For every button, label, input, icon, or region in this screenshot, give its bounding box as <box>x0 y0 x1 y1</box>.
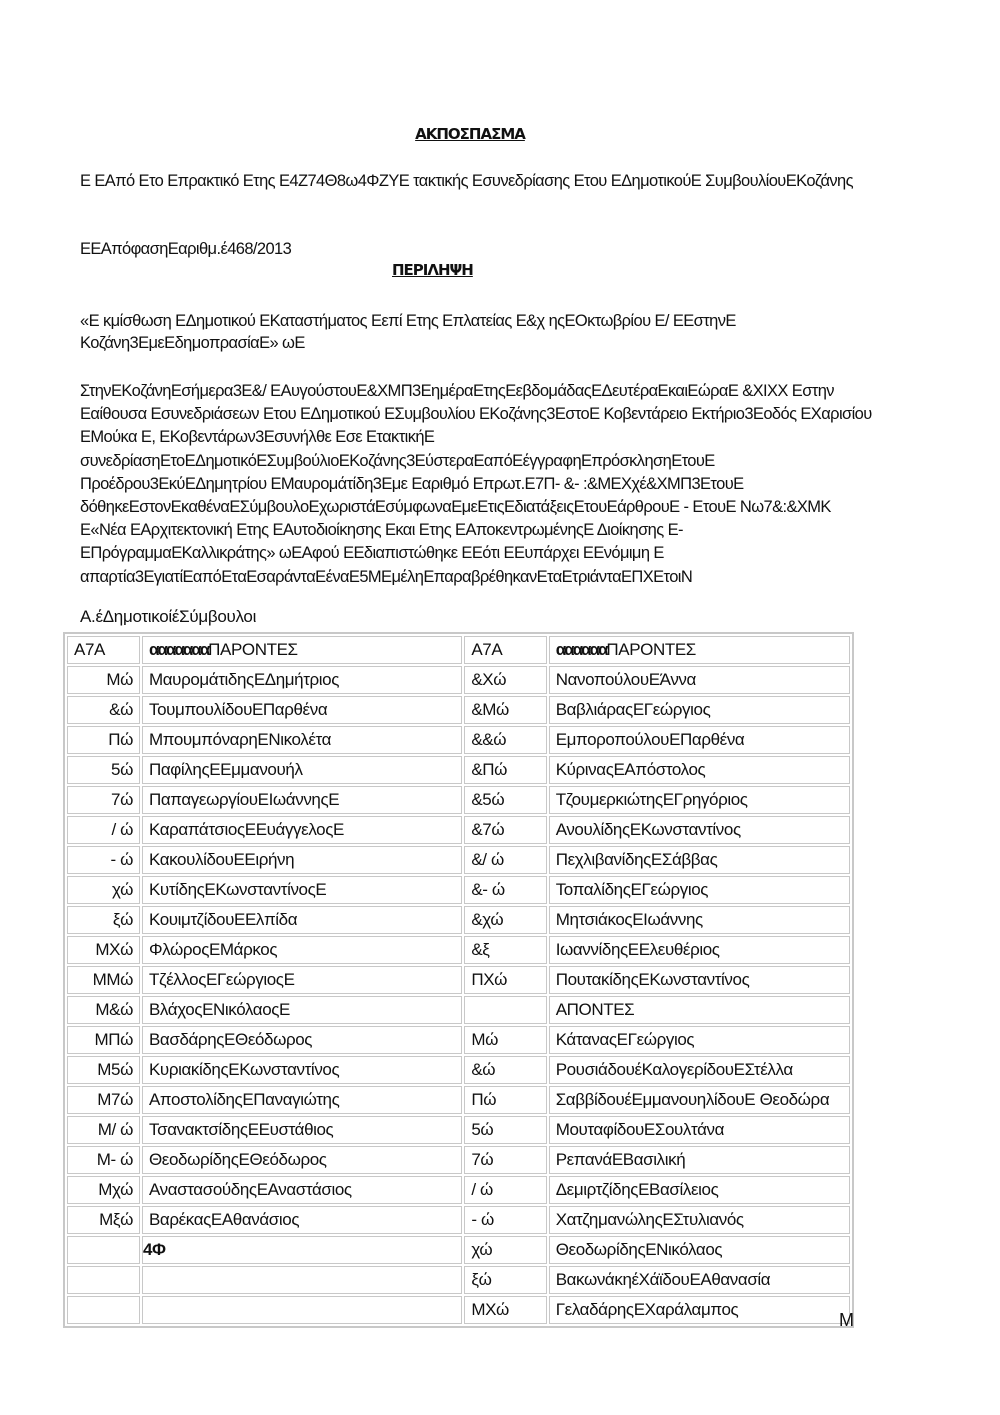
member-name-right: ΓελαδάρηςΕΧαράλαμπος <box>549 1296 850 1324</box>
header-label-right: ΠΑΡΟΝΤΕΣ <box>606 640 696 659</box>
row-number-left <box>67 1296 140 1324</box>
row-number-left: Μ/ ώ <box>67 1116 140 1144</box>
row-number-right: Μώ <box>464 1026 546 1054</box>
row-number-left: χώ <box>67 876 140 904</box>
decision-number: ΕΕΑπόφασηΕαριθμ.έ468/2013 <box>80 240 292 258</box>
row-number-left: &ώ <box>67 696 140 724</box>
table-row <box>67 846 850 874</box>
table-row <box>67 1236 850 1264</box>
member-name-left: ΜπουμπόναρηΕΝικολέτα <box>142 726 462 754</box>
subject-paragraph: «Ε κμίσθωση ΕΔημοτικού ΕΚαταστήματος Εεπί Ετης Επλατείας Ε&χ ηςΕΟκτωβρίου Ε/ ΕΕστηνΕ Κοζάνη3ΕμεΕδημοπρασίαΕ» ωΕ <box>80 312 736 352</box>
member-name-right: ΙωαννίδηςΕΕλευθέριος <box>549 936 850 964</box>
row-number-right: / ώ <box>464 1176 546 1204</box>
table-row <box>67 816 850 844</box>
member-name-left: ΠαφίληςΕΕμμανουήλ <box>142 756 462 784</box>
member-name-left: ΚυριακίδηςΕΚωνσταντίνος <box>142 1056 462 1084</box>
row-number-right: &&ώ <box>464 726 546 754</box>
row-number-left: Μ7ώ <box>67 1086 140 1114</box>
table-row <box>67 1206 850 1234</box>
member-name-right: ΧατζημανώληςΕΣτυλιανός <box>549 1206 850 1234</box>
row-number-right: &- ώ <box>464 876 546 904</box>
table-row <box>67 786 850 814</box>
member-name-right: ΒαβλιάραςΕΓεώργιος <box>549 696 850 724</box>
member-name-right: ΤζουμερκιώτηςΕΓρηγόριος <box>549 786 850 814</box>
member-name-right: ΜητσιάκοςΕΙωάννης <box>549 906 850 934</box>
member-name-left: ΤσανακτσίδηςΕΕυστάθιος <box>142 1116 462 1144</box>
summary-heading: ΠΕΡΙΛΗΨΗ <box>392 261 473 279</box>
row-number-right: &ώ <box>464 1056 546 1084</box>
row-number-right: &5ώ <box>464 786 546 814</box>
table-row <box>67 666 850 694</box>
row-number-right: 7ώ <box>464 1146 546 1174</box>
table-row <box>67 906 850 934</box>
table-row <box>67 1086 850 1114</box>
intro-paragraph: Ε ΕΑπό Ετο Επρακτικό Ετης Ε4Ζ74Θ8ω4ΦΖΥΕ τακτικής Εσυνεδρίασης Ετου ΕΔημοτικούΕ ΣυμβουλίουΕΚοζάνης <box>80 172 853 190</box>
member-name-right: ΡεπανάΕΒασιλική <box>549 1146 850 1174</box>
row-number-right: - ώ <box>464 1206 546 1234</box>
page-number: Μ <box>839 1310 854 1330</box>
row-number-right: ΜΧώ <box>464 1296 546 1324</box>
header-present-right <box>549 636 850 664</box>
table-row <box>67 1026 850 1054</box>
member-name-left: ΚακουλίδουΕΕιρήνη <box>142 846 462 874</box>
table-row <box>67 1146 850 1174</box>
table-row <box>67 1266 850 1294</box>
row-number-right: &χώ <box>464 906 546 934</box>
row-number-right: &ξ <box>464 936 546 964</box>
member-name-right: ΠουτακίδηςΕΚωνσταντίνος <box>549 966 850 994</box>
council-members-table <box>63 632 854 1328</box>
row-number-left: / ώ <box>67 816 140 844</box>
member-name-right: ΝανοπούλουΕΆννα <box>549 666 850 694</box>
row-number-right: ΠΧώ <box>464 966 546 994</box>
header-present-left <box>142 636 462 664</box>
row-number-left <box>67 1236 140 1264</box>
row-number-left: Πώ <box>67 726 140 754</box>
member-name-right: ΜουταφίδουΕΣουλτάνα <box>549 1116 850 1144</box>
table-row <box>67 936 850 964</box>
body-paragraph: ΣτηνΕΚοζάνηΕσήμερα3Ε&/ ΕΑυγούστουΕ&ΧΜΠ3ΕημέραΕτηςΕεβδομάδαςΕΔευτέραΕκαιΕώραΕ &ΧΙΧΧ Εστην Εαίθουσα Εσυνεδριάσεων Ετου ΕΔημοτικού ΕΣυμβουλίου ΕΚοζάνης3ΕστοΕ Κοβεντάρειο Εκτήριο3Εοδός ΕΧαρισίου ΕΜούκα Ε, ΕΚοβεντάρων3Εσυνήλθε Εσε ΕτακτικήΕ συνεδρίασηΕτοΕΔημοτικόΕΣυμβούλιοΕΚοζάνης3ΕύστεραΕαπόΕέγγραφηΕπρόσκλησηΕτουΕ Προέδρου3ΕκύΕΔημητρίου ΕΜαυρομάτίδη3Εμε Εαριθμό Επρωτ.Ε7Π- &- :&ΜΕΧχέ&ΧΜΠ3ΕτουΕ δόθηκεΕστονΕκαθέναΕΣύμβουλοΕχωριστάΕσύμφωναΕμεΕτιςΕδιατάξειςΕτουΕάρθρουΕ - ΕτουΕ Νω7&:&ΧΜΚ Ε«Νέα ΕΑρχιτεκτονική Ετης ΕΑυτοδιοίκησης Εκαι Ετης ΕΑποκεντρωμένηςΕ Διοίκησης Ε- ΕΠρόγραμμαΕΚαλλικράτης» ωΕΑφού ΕΕδιαπιστώθηκε ΕΕότι ΕΕυπάρχει ΕΕνόμιμη Ε απαρτία3ΕγιατίΕαπόΕταΕσαράνταΕέναΕ5ΜΕμέληΕπαραβρέθηκανΕταΕτριάνταΕΠΧΕτοιΝ <box>80 382 872 586</box>
member-name-left: ΒαρέκαςΕΑθανάσιος <box>142 1206 462 1234</box>
table-row <box>67 726 850 754</box>
member-name-right: ΚύριναςΕΑπόστολος <box>549 756 850 784</box>
member-name-left <box>142 1266 462 1294</box>
row-number-left: Μ5ώ <box>67 1056 140 1084</box>
member-name-left: ΒασδάρηςΕΘεόδωρος <box>142 1026 462 1054</box>
member-name-left: ΤζέλλοςΕΓεώργιοςΕ <box>142 966 462 994</box>
header-label-left: ΠΑΡΟΝΤΕΣ <box>208 640 298 659</box>
row-number-right: 5ώ <box>464 1116 546 1144</box>
table-row <box>67 756 850 784</box>
member-name-left: ΜαυρομάτιδηςΕΔημήτριος <box>142 666 462 694</box>
table-row <box>67 1116 850 1144</box>
table-row <box>67 1056 850 1084</box>
row-number-right: ξώ <box>464 1266 546 1294</box>
row-number-left: 7ώ <box>67 786 140 814</box>
row-number-right: Πώ <box>464 1086 546 1114</box>
row-number-left: Μξώ <box>67 1206 140 1234</box>
member-name-right: ΑΠΟΝΤΕΣ <box>549 996 850 1024</box>
member-name-right: ΣαββίδουέΕμμανουηλίδουΕ Θεοδώρα <box>549 1086 850 1114</box>
row-number-left: - ώ <box>67 846 140 874</box>
row-number-left: 5ώ <box>67 756 140 784</box>
table-header-row <box>67 636 850 664</box>
row-number-left: ΜΠώ <box>67 1026 140 1054</box>
member-name-right: ΚάταναςΕΓεώργιος <box>549 1026 850 1054</box>
row-number-left: Μ&ώ <box>67 996 140 1024</box>
row-number-left: ξώ <box>67 906 140 934</box>
member-name-right: ΤοπαλίδηςΕΓεώργιος <box>549 876 850 904</box>
row-number-left: ΜΧώ <box>67 936 140 964</box>
member-name-left: ΚουιμτζίδουΕΕλπίδα <box>142 906 462 934</box>
row-number-left: Μώ <box>67 666 140 694</box>
member-name-left: ΠαπαγεωργίουΕΙωάννηςΕ <box>142 786 462 814</box>
member-name-right: ΒακωνάκηέΧάϊδουΕΑθανασία <box>549 1266 850 1294</box>
member-name-left: ΑναστασούδηςΕΑναστάσιος <box>142 1176 462 1204</box>
row-number-left: Μχώ <box>67 1176 140 1204</box>
member-name-right: ΔεμιρτζίδηςΕΒασίλειος <box>549 1176 850 1204</box>
member-name-right: ΠεχλιβανίδηςΕΣάββας <box>549 846 850 874</box>
header-number-left: Α7Α <box>67 636 140 664</box>
member-name-left: ΦλώροςΕΜάρκος <box>142 936 462 964</box>
member-name-left: ΑποστολίδηςΕΠαναγιώτης <box>142 1086 462 1114</box>
member-name-left: ΒλάχοςΕΝικόλαοςΕ <box>142 996 462 1024</box>
row-number-left: Μ- ώ <box>67 1146 140 1174</box>
present-total: 4Φ <box>142 1236 462 1264</box>
table-row <box>67 1296 850 1324</box>
table-row <box>67 876 850 904</box>
row-number-right: &Πώ <box>464 756 546 784</box>
table-row <box>67 696 850 724</box>
row-number-right: &Μώ <box>464 696 546 724</box>
row-number-right: &/ ώ <box>464 846 546 874</box>
row-number-right: &Χώ <box>464 666 546 694</box>
row-number-left: ΜΜώ <box>67 966 140 994</box>
member-name-left: ΚαραπάτσιοςΕΕυάγγελοςΕ <box>142 816 462 844</box>
table-row <box>67 996 850 1024</box>
header-prefix-left: ααααααα <box>148 640 209 659</box>
row-number-right: &7ώ <box>464 816 546 844</box>
row-number-right: χώ <box>464 1236 546 1264</box>
table-row <box>67 966 850 994</box>
member-name-left: ΤουμπουλίδουΕΠαρθένα <box>142 696 462 724</box>
member-name-right: ΑνουλίδηςΕΚωνσταντίνος <box>549 816 850 844</box>
member-name-left <box>142 1296 462 1324</box>
member-name-right: ΡουσιάδουέΚαλογερίδουΕΣτέλλα <box>549 1056 850 1084</box>
header-number-right: Α7Α <box>464 636 546 664</box>
member-name-right: ΘεοδωρίδηςΕΝικόλαος <box>549 1236 850 1264</box>
member-name-left: ΚυτίδηςΕΚωνσταντίνοςΕ <box>142 876 462 904</box>
table-row <box>67 1176 850 1204</box>
header-prefix-right: αααααα <box>555 640 607 659</box>
member-name-left: ΘεοδωρίδηςΕΘεόδωρος <box>142 1146 462 1174</box>
member-name-right: ΕμποροπούλουΕΠαρθένα <box>549 726 850 754</box>
row-number-right <box>464 996 546 1024</box>
document-title: ΑΚΠΟΣΠΑΣΜΑ <box>415 125 525 143</box>
row-number-left <box>67 1266 140 1294</box>
section-label: Α.έΔημοτικοίέΣύμβουλοι <box>80 607 257 626</box>
